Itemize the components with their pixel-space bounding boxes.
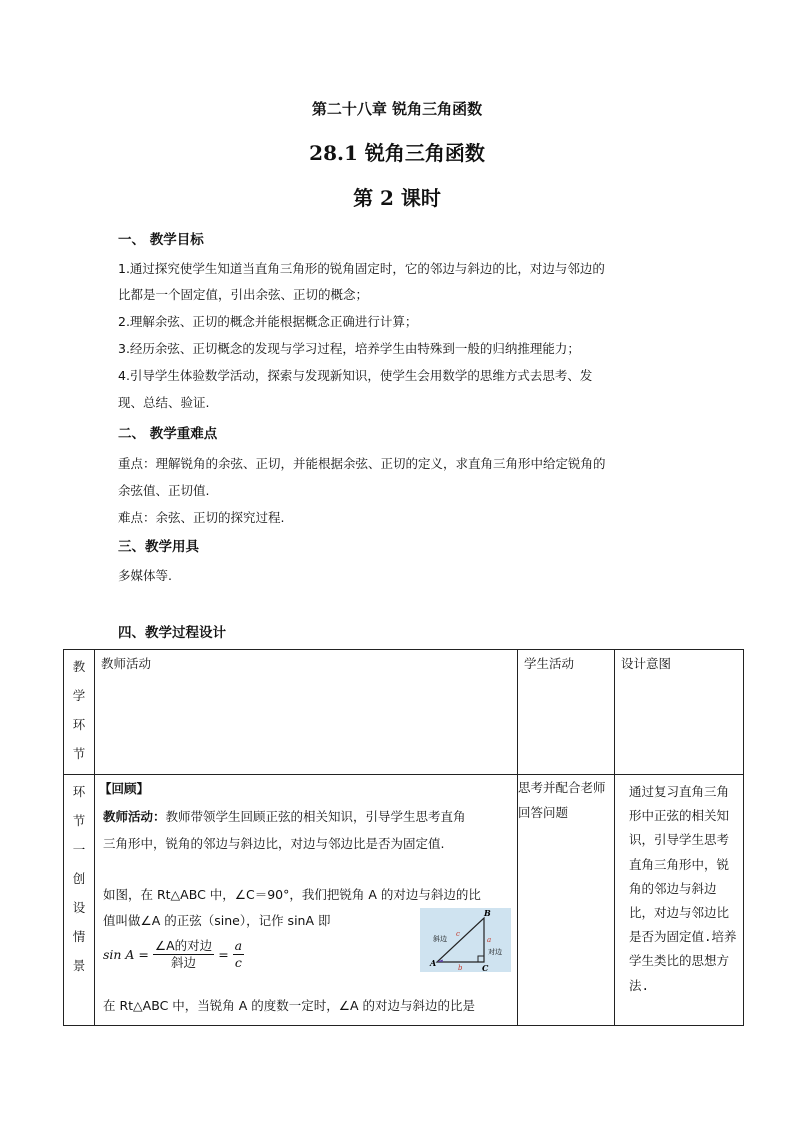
objective-line: 2.理解余弦、正切的概念并能根据概念正确进行计算； (118, 314, 418, 329)
fraction-numerator: ∠A的对边 (154, 938, 213, 953)
key-point-line: 难点：余弦、正切的探究过程. (118, 510, 285, 525)
stage-char: 环 (72, 784, 86, 799)
student-cell: 思考并配合老师回答问题 (518, 775, 615, 1026)
teacher-last-line: 在 Rt△ABC 中，当锐角 A 的度数一定时，∠A 的对边与斜边的比是 (103, 998, 476, 1013)
activity-label: 教师活动： (103, 809, 166, 824)
stage-header-char: 学 (72, 688, 86, 703)
activity-text: 教师带领学生回顾正弦的相关知识，引导学生思考直角 (165, 809, 466, 824)
process-heading: 四、教学过程设计 (118, 625, 226, 641)
vertex-c-label: C (482, 963, 489, 972)
stage-char: 一 (72, 842, 86, 857)
side-a-label: a (487, 936, 492, 944)
side-c-label: c (456, 930, 460, 938)
vertex-b-label: B (484, 908, 491, 918)
objective-line: 1.通过探究使学生知道当直角三角形的锐角固定时，它的邻边与斜边的比，对边与邻边的 (118, 261, 605, 276)
stage-char: 情 (72, 929, 86, 944)
stage-header-char: 节 (72, 746, 86, 761)
stage-char: 节 (72, 813, 86, 828)
fraction-denominator: c (234, 955, 242, 970)
process-table (63, 649, 744, 1026)
formula-fraction-1 (153, 938, 214, 971)
formula-lhs: sin A = (103, 947, 149, 962)
objective-line: 4.引导学生体验数学活动，探索与发现新知识，使学生会用数学的思维方式去思考、发 (118, 368, 593, 383)
tools-line: 多媒体等. (118, 568, 172, 583)
fraction-denominator: 斜边 (171, 955, 197, 970)
stage-char: 创 (72, 871, 86, 886)
teacher-activity-line2: 三角形中，锐角的邻边与斜边比，对边与邻边比是否为固定值. (103, 836, 445, 851)
objective-line: 3.经历余弦、正切概念的发现与学习过程，培养学生由特殊到一般的归纳推理能力； (118, 341, 580, 356)
design-cell (615, 775, 744, 1026)
stage-header-char: 环 (72, 717, 86, 732)
figure-intro-line: 如图，在 Rt△ABC 中，∠C＝90°，我们把锐角 A 的对边与斜边的比 (103, 887, 481, 902)
stage-char: 设 (72, 900, 86, 915)
table-header-row (64, 650, 744, 775)
tools-heading: 三、教学用具 (118, 539, 199, 555)
formula-fraction-2 (233, 938, 244, 971)
section-title: 28.1 锐角三角函数 (309, 141, 485, 165)
review-title: 【回顾】 (99, 781, 150, 796)
teacher-header: 教师活动 (95, 650, 518, 775)
lesson-title: 第 2 课时 (353, 186, 441, 210)
table-row (64, 775, 744, 1026)
teacher-cell (95, 775, 518, 1026)
vertex-a-label: A (430, 958, 437, 968)
fraction-numerator: a (234, 938, 243, 953)
design-text: 通过复习直角三角形中正弦的相关知识，引导学生思考直角三角形中，锐角的邻边与斜边比，对边与邻边比是否为固定值.培养学生类比的思想方法. (629, 784, 737, 993)
teacher-activity-line (103, 807, 466, 825)
side-b-label: b (458, 964, 463, 972)
key-points-heading: 二、 教学重难点 (118, 426, 218, 442)
sine-formula (103, 938, 248, 971)
formula-equals: = (218, 947, 229, 962)
key-point-line: 重点：理解锐角的余弦、正切，并能根据余弦、正切的定义，求直角三角形中给定锐角的 (118, 456, 606, 471)
objective-line: 现、总结、验证. (118, 395, 210, 410)
student-header: 学生活动 (518, 650, 615, 775)
stage-cell (64, 775, 95, 1026)
stage-header (64, 650, 95, 775)
key-point-line: 余弦值、正切值. (118, 483, 210, 498)
chapter-title: 第二十八章 锐角三角函数 (311, 100, 483, 118)
opposite-label: 对边 (488, 948, 502, 956)
stage-char: 景 (72, 958, 86, 973)
stage-header-char: 教 (72, 659, 86, 674)
hypotenuse-label: 斜边 (433, 935, 447, 943)
objectives-heading: 一、 教学目标 (118, 232, 204, 248)
objective-line: 比都是一个固定值，引出余弦、正切的概念； (118, 287, 369, 302)
right-triangle-figure (420, 908, 511, 972)
design-header: 设计意图 (615, 650, 744, 775)
figure-intro-line: 值叫做∠A 的正弦（sine），记作 sinA 即 (103, 913, 331, 928)
